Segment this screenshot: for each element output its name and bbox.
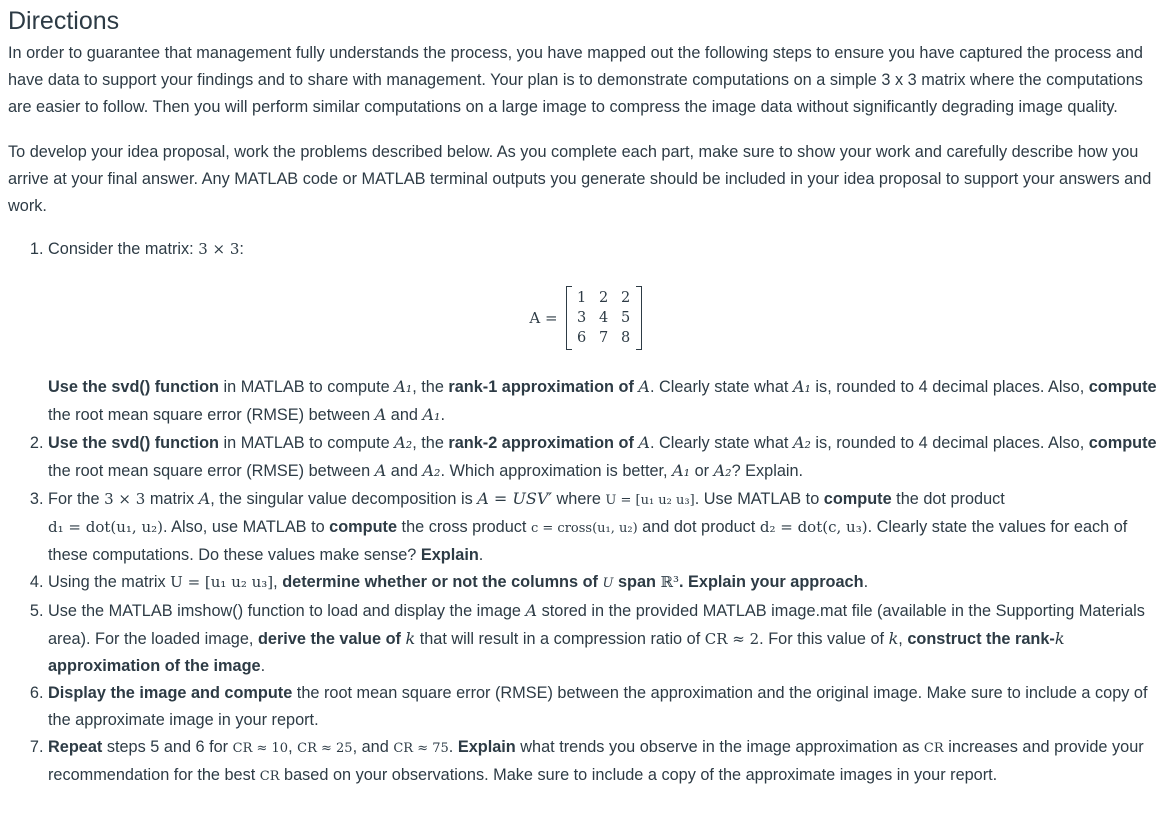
matrix-cell: 5	[620, 310, 631, 326]
list-item-4: 4. Using the matrix U = [u₁ u₂ u₃], determine whether or not the columns of U span ℝ³. Explain your approach.	[48, 569, 1163, 597]
matrix-label: A =	[529, 308, 558, 327]
proposal-paragraph: To develop your idea proposal, work the problems described below. As you complete each part, make sure to show your work and carefully describe how you arrive at your final answer. Any MATLAB code or MATLAB terminal outputs you generate should be included in your idea proposal to support your answers and work.	[8, 143, 1152, 215]
page-title: Directions	[8, 7, 120, 35]
matrix-cell: 8	[620, 330, 631, 346]
list-item-1: 1. Consider the matrix: 3 × 3: A = 1 2 2 3 4 5 6 7 8 Use the svd() function in MATLAB to compute A₁, the rank-1 approximation of A. Clearly state what A₁ is, rounded to 4 decimal places. Also, compute the root mean square error (RMSE) between A and A₁.	[48, 236, 1163, 429]
matrix-grid	[566, 286, 642, 350]
list-item-7: 7. Repeat steps 5 and 6 for CR ≈ 10, CR ≈ 25, and CR ≈ 75. Explain what trends you observe in the image approximation as CR increases and provide your recommendation for the best CR based on your observations. Make sure to include a copy of the approximate images in your report.	[48, 734, 1163, 790]
list-item-2: 2. Use the svd() function in MATLAB to compute A₂, the rank-2 approximation of A. Clearly state what A₂ is, rounded to 4 decimal places. Also, compute the root mean square error (RMSE) between A and A₂. Which approximation is better, A₁ or A₂? Explain.	[48, 429, 1163, 485]
matrix-cell: 4	[598, 310, 609, 326]
problem-list	[8, 236, 1163, 790]
matrix-cell: 6	[576, 330, 587, 346]
matrix-a	[48, 263, 1123, 373]
matrix-cell: 3	[576, 310, 587, 326]
list-item-5: 5. Use the MATLAB imshow() function to load and display the image A stored in the provided MATLAB image.mat file (available in the Supporting Materials area). For the loaded image, derive the value of k that will result in a compression ratio of CR ≈ 2. For this value of k, construct the rank-k approximation of the image.	[48, 597, 1163, 680]
matrix-cell: 2	[620, 290, 631, 306]
list-item-6: 6. Display the image and compute the root mean square error (RMSE) between the approximation and the original image. Make sure to include a copy of the approximate image in your report.	[48, 680, 1163, 734]
matrix-cell: 2	[598, 290, 609, 306]
matrix-cell: 7	[598, 330, 609, 346]
matrix-cell: 1	[576, 290, 587, 306]
intro-paragraph: In order to guarantee that management fully understands the process, you have mapped out the following steps to ensure you have captured the process and have data to support your findings and to share with management. Your plan is to demonstrate computations on a simple 3 x 3 matrix where the computations are easier to follow. Then you will perform similar computations on a large image to compress the image data without significantly degrading image quality.	[8, 44, 1143, 116]
item-1-instructions: Use the svd() function in MATLAB to compute A₁, the rank-1 approximation of A. Clearly state what A₁ is, rounded to 4 decimal places. Also, compute the root mean square error (RMSE) between A and A₁.	[48, 377, 1157, 424]
list-item-3: 3. For the 3 × 3 matrix A, the singular value decomposition is A = USV′ where U = [u₁ u₂ u₃]. Use MATLAB to compute the dot product d₁ = dot(u₁, u₂). Also, use MATLAB to compute the cross product c = cross(u₁, u₂) and dot product d₂ = dot(c, u₃). Clearly state the values for each of these computations. Do these values make sense? Explain.	[48, 485, 1163, 569]
